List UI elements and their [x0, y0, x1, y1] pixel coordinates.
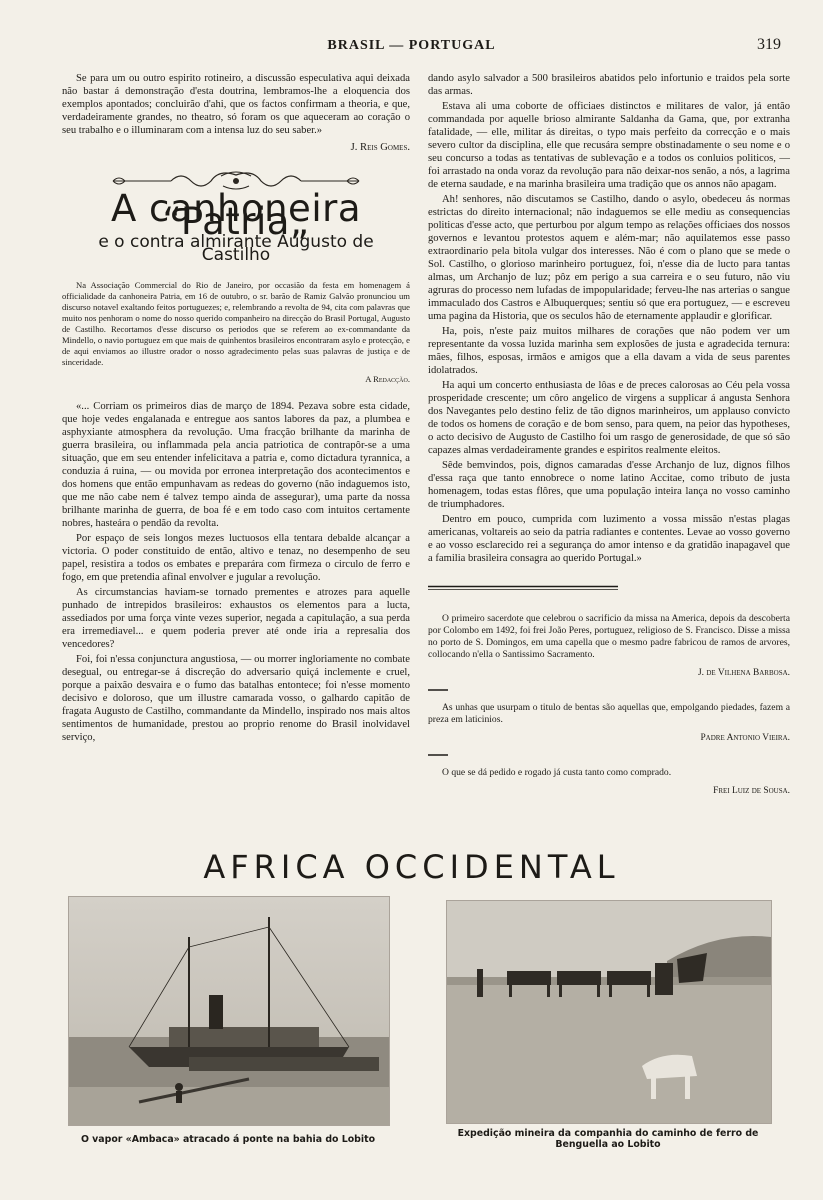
photo-caption: Expedição mineira da companhia do caminho de ferro de Benguella ao Lobito	[457, 1128, 759, 1150]
quote-text: O primeiro sacerdote que celebrou o sacrificio da missa na America, depois da descoberta por Colombo em 1492, foi frei João Peres, portuguez, religioso de S. Francisco. Disse a missa no porto de S. Domingos, em uma capella que o mesmo padre fabricou de ramos de arvores, collocando n'ella o Santissimo Sacramento.	[428, 613, 790, 660]
dash-separator	[428, 753, 448, 757]
article-paragraph: Por espaço de seis longos mezes luctuosos ella tentara debalde alcançar a victoria. O poder constituido de então, altivo e tenaz, no desempenho de seu papel, resistira a todos os embates e preparára com firmeza o circulo de ferro e fogo, em que pretendia afinal envolver e jugular a revolução.	[62, 533, 410, 583]
article-paragraph: «... Corriam os primeiros dias de março de 1894. Pezava sobre esta cidade, que hoje vedes engalanada e entregue aos santos labores da paz, a plumbea e asphyxiante atmosphera da revolução. Uma fracção brilhante da marinha de guerra brasileira, ou inflammada pela ancia patriotica de contrapôr-se a uma situação, que em seu entender infelicitava a patria e, como dictadura tyrannica, a conduzia á ruina, — ou movida por erronea interpretação dos acontecimentos e dos homens que então empunhavam as redeas do governo (não indaguemos isto, que me não cabe nem é talvez tempo ainda de assegurar), uma parte da nossa brilhante marinha de guerra, de boa fé e em todo caso com intuitos certamente nobres, hasteára o pendão da revolta.	[62, 401, 410, 529]
quotes-block	[428, 613, 790, 798]
article-paragraph: Ah! senhores, não discutamos se Castilho, dando o asylo, obedeceu ás normas estrictas do direito internacional; não indaguemos se elle mediu as consequencias politicas d'esse acto, que perturbou por algum tempo as relações officiaes dos nossos governos e levantou protestos aquem e além-mar; não aquilatemos esse passo extraordinario pela bitola vulgar dos interesses. Não é com o plano que se mede o Sol. Castilho, o glorioso marinheiro portuguez, foi, n'esse dia de lucto para tantas almas, um Archanjo de luz; pôz em perigo a sua carreira e o seu futuro, não viu agruras do processo nem lufadas de impopularidade; ferveu-lhe nas arterias o sangue immaculado dos Castros e Albuquerques; sentiu só que era portuguez, — e escreveu uma pagina da Historia, que os seculos hão de eternamente applaudir e glorificar.	[428, 194, 790, 322]
article-title: A canhoneira “Patria„	[110, 187, 361, 243]
quote-text: O que se dá pedido e rogado já custa tanto como comprado.	[442, 767, 672, 778]
section-divider	[428, 585, 618, 591]
running-header: BRASIL — PORTUGAL	[327, 38, 496, 53]
left-column	[62, 72, 410, 746]
right-column	[428, 72, 790, 802]
article-paragraph: Ha, pois, n'este paiz muitos milhares de corações que não podem ver um representante da vossa luzida marinha sem explosões de justa e agradecida ternura: mães, filhos, esposas, irmãos e amigos que a ella davam a vida de seus parentes idolatrados.	[428, 326, 790, 376]
quote-signature: J. de Vilhena Barbosa.	[698, 668, 790, 678]
intro-note: Na Associação Commercial do Rio de Janeiro, por occasião da festa em homenagem á officialidade da canhoneira Patria, em 16 de outubro, o sr. barão de Ramiz Galvão pronunciou um discurso notavel exaltando feitos portuguezes; e, relembrando a revolta de 94, cita com palavras que muito nos penhoram o nome do nosso querido companheiro na direcção do Brasil Portugal, Augusto de Castilho. Recortamos d'esse discurso os periodos que se referem ao ex-commandante da Mindello, o navio portuguez em que mais de quinhentos brasileiros encontraram asylo e protecção, e de aqui enviamos ao illustre orador o nosso agradecimento pelas suas palavras de justiça e de sinceridade.	[62, 280, 410, 367]
quote-text: As unhas que usurpam o titulo de bentas são aquellas que, empolgando piedades, fazem a preza em laticinios.	[428, 702, 790, 725]
intro-signature: A Redacção.	[365, 374, 410, 384]
article-subtitle: e o contra almirante Augusto de Castilho	[98, 232, 374, 265]
article-paragraph: dando asylo salvador a 500 brasileiros abatidos pelo infortunio e traidos pela sorte das armas.	[428, 73, 790, 97]
article-paragraph: Ha aqui um concerto enthusiasta de lôas e de preces calorosas ao Céu pela vossa prosperidade crescente; um côro angelico de virgens a supplicar á angusta Senhora dos Navegantes pelo destino feliz de tão dignos marinheiros, um applauso convicto de todos os homens de coração e de bom senso, para quem, na peior das hypotheses, o acto decisivo de Augusto de Castilho foi um rasgo de generosidade, de que só são capazes almas verdadeiramente grandes e espiritos realmente eleitos.	[428, 380, 790, 456]
dash-separator	[428, 688, 448, 692]
quote-signature: Frei Luiz de Sousa.	[713, 786, 790, 796]
photo-steamship	[68, 896, 390, 1126]
article-paragraph: Dentro em pouco, cumprida com luzimento a vossa missão n'estas plagas americanas, voltareis ao seio da patria radiantes e contentes. Levae ao vosso governo e ao vosso esclarecido rei a segurança do amor intenso e da gratidão inapagavel que a familia brasileira consagra ao querido Portugal.»	[428, 514, 790, 564]
photo-expedition	[446, 900, 772, 1124]
article-paragraph: As circumstancias haviam-se tornado prementes e atrozes para aquelle punhado de intrepidos brasileiros: exhaustos os elementos para a lucta, assediados por uma força vinte vezes superior, negada a capitulação, a sua perda era irremediavel... e quem poderia prever até onde iria a represalia dos vencedores?	[62, 587, 410, 650]
section-title: AFRICA OCCIDENTAL	[203, 848, 620, 886]
opening-paragraph: Se para um ou outro espirito rotineiro, a discussão especulativa aqui deixada não bastar á demonstração d'esta doutrina, lembramos-lhe a eloquencia dos exemplos apontados; concluirão d'ahi, que os factos confirmam a theoria, e que, verdadeiramente grandes, no theatro, só foram os que aqueceram ao coração o seu trabalho e o illuminaram com a intensa luz do seu saber.»	[62, 73, 410, 136]
article-paragraph: Estava ali uma coborte de officiaes distinctos e militares de valor, já então commandada por aquelle brioso almirante Saldanha da Gama, que, por extranha fatalidade, — elle, militar ás direitas, o typo mais perfeito da correcção e o mais severo cultor da disciplina, elle que recusára sempre obstinadamente o seu nome e o seu concurso a todas as tentativas de sublevação e a todos os conluios politicos, — foi arrastado na onda voraz da revolução para não deixar-nos senão, a nós, a lagrima de eterna saudade, e na marinha brasileira uma tradição que os annos não apagam.	[428, 101, 790, 190]
page-number: 319	[757, 36, 781, 53]
quote-signature: Padre Antonio Vieira.	[700, 733, 790, 743]
expedition-illustration	[447, 901, 771, 1123]
article-paragraph: Sêde bemvindos, pois, dignos camaradas d'esse Archanjo de luz, dignos filhos d'essa raça que tanto ennobrece o nome latino Accitae, como tributo de justa homenagem, todas estas flôres, que uma população inteira lança no vosso caminho de triumphadores.	[428, 460, 790, 510]
photo-caption: O vapor «Ambaca» atracado á ponte na bahia do Lobito	[80, 1134, 376, 1145]
article-paragraph: Foi, foi n'essa conjunctura angustiosa, — ou morrer ingloriamente no combate desegual, ou entregar-se á discreção do adversario quiçá inclemente e cruel, porque a paixão desvaira e o fumo das batalhas entontece; foi n'esse momento decisivo e doloroso, que um illustre camarada vosso, o galhardo capitão de fragata Augusto de Castilho, commandante da Mindello, inspirado nos mais altos sentimentos de humanidade, prestou ao proprio renome do Brasil inolvidavel serviço,	[62, 654, 410, 743]
steamship-illustration	[69, 897, 389, 1125]
opening-signature: J. Reis Gomes.	[350, 142, 410, 153]
